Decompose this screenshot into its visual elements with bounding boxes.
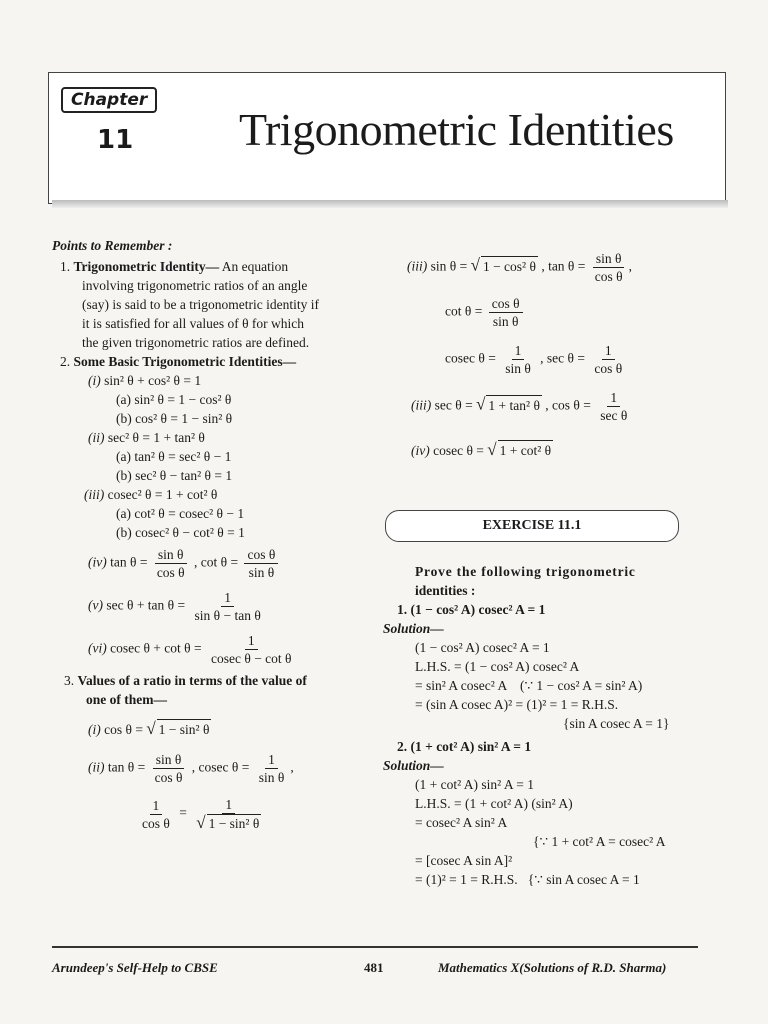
v-label: (v) bbox=[88, 597, 103, 613]
s2-line2: L.H.S. = (1 + cot² A) (sin² A) bbox=[415, 796, 573, 811]
p1-num: 1. bbox=[60, 259, 71, 274]
sqrt-symbol: √ bbox=[476, 394, 486, 414]
r-iii-label: (iii) bbox=[407, 258, 428, 274]
p1-line0: An equation bbox=[221, 259, 289, 274]
iv-frac2: $\frac{\text{cos θ}}{\text{sin θ}}$ bbox=[244, 546, 278, 581]
s1-line5: {sin A cosec A = 1} bbox=[563, 716, 670, 731]
solution-2-label: Solution— bbox=[383, 758, 444, 773]
r-iii-sin: sin θ = bbox=[430, 258, 468, 274]
p2-num: 2. bbox=[60, 354, 71, 369]
prove-line2: identities : bbox=[415, 583, 476, 598]
p3-head1: Values of a ratio in terms of the value of bbox=[77, 673, 307, 688]
r-cot: cot θ = bbox=[445, 303, 483, 319]
right-column bbox=[383, 250, 713, 460]
r-iii-rad: 1 − cos² θ bbox=[481, 256, 538, 276]
i-eq: sin² θ + cos² θ = 1 bbox=[104, 373, 202, 388]
p3-head2: one of them— bbox=[86, 692, 167, 707]
sqrt-symbol: √ bbox=[146, 719, 156, 738]
footer-left: Arundeep's Self-Help to CBSE bbox=[52, 960, 218, 975]
r-iv-label: (iv) bbox=[411, 443, 430, 458]
ii-label: (ii) bbox=[88, 430, 105, 445]
header-shadow bbox=[52, 200, 728, 208]
iii-b: (b) cosec² θ − cot² θ = 1 bbox=[116, 525, 245, 540]
c-ii-cosec: , cosec θ = bbox=[191, 759, 250, 775]
p1-head: Trigonometric Identity— bbox=[73, 259, 220, 274]
vi-frac: $\frac{1}{\text{cosec θ − cot θ}}$ bbox=[211, 633, 292, 666]
page-title: Trigonometric Identities bbox=[239, 104, 674, 155]
r-cosec: cosec θ = bbox=[445, 350, 496, 366]
c-i-lhs: cos θ = bbox=[104, 722, 143, 737]
r-cot-frac: $\frac{\text{cos θ}}{\text{sin θ}}$ bbox=[489, 295, 523, 330]
p1-line4: the given trigonometric ratios are defined. bbox=[82, 335, 310, 350]
s2-line4: {∵ 1 + cot² A = cosec² A bbox=[533, 834, 666, 849]
p1-line1: involving trigonometric ratios of an angle bbox=[82, 278, 308, 293]
points-heading: Points to Remember : bbox=[52, 238, 173, 253]
p1-line2: (say) is said to be a trigonometric identity if bbox=[82, 297, 319, 312]
r-cosec-frac: $\frac{1}{\text{sin θ}}$ bbox=[505, 343, 531, 376]
s1-line4: = (sin A cosec A)² = (1)² = 1 = R.H.S. bbox=[415, 697, 619, 712]
ii-eq: sec² θ = 1 + tan² θ bbox=[107, 430, 205, 445]
i-b: (b) cos² θ = 1 − sin² θ bbox=[116, 411, 233, 426]
s2-line6b: {∵ sin A cosec A = 1 bbox=[527, 872, 640, 887]
iv-frac1: $\frac{\text{sin θ}}{\text{cos θ}}$ bbox=[156, 547, 185, 580]
v-frac: $\frac{1}{\text{sin θ − tan θ}}$ bbox=[194, 590, 261, 623]
iii-eq: cosec² θ = 1 + cot² θ bbox=[107, 487, 218, 502]
solutions-column bbox=[383, 562, 713, 889]
p1-line3: it is satisfied for all values of θ for which bbox=[82, 316, 305, 331]
left-column bbox=[52, 236, 372, 832]
question-2: 2. (1 + cot² A) sin² A = 1 bbox=[397, 739, 532, 754]
r-iii-tan: , tan θ = bbox=[541, 258, 586, 274]
s1-line2: L.H.S. = (1 − cos² A) cosec² A bbox=[415, 659, 580, 674]
vi-lhs: cosec θ + cot θ = bbox=[110, 640, 202, 656]
r-iv-cosec: cosec θ = bbox=[433, 443, 484, 458]
footer-right: Mathematics X(Solutions of R.D. Sharma) bbox=[438, 960, 667, 975]
v-lhs: sec θ + tan θ = bbox=[106, 597, 186, 613]
c-ii-label: (ii) bbox=[88, 759, 105, 775]
r-iv-rad: 1 + cot² θ bbox=[498, 440, 554, 460]
ii-a: (a) tan² θ = sec² θ − 1 bbox=[116, 449, 232, 464]
solution-1-label: Solution— bbox=[383, 621, 444, 636]
s2-line6: = (1)² = 1 = R.H.S. bbox=[415, 872, 518, 887]
chapter-number: 11 bbox=[97, 125, 134, 155]
sqrt-symbol: √ bbox=[470, 255, 480, 275]
r-iii-frac: $\frac{\text{sin θ}}{\text{cos θ}}$ bbox=[594, 251, 623, 284]
question-1: 1. (1 − cos² A) cosec² A = 1 bbox=[397, 602, 546, 617]
p3-num: 3. bbox=[64, 673, 75, 688]
c-i-rad: 1 − sin² θ bbox=[157, 719, 212, 739]
iv-label: (iv) bbox=[88, 554, 107, 570]
ii-b: (b) sec² θ − tan² θ = 1 bbox=[116, 468, 233, 483]
iv-cot: , cot θ = bbox=[194, 554, 239, 570]
vi-label: (vi) bbox=[88, 640, 107, 656]
c-ii-comma: , bbox=[290, 759, 294, 775]
page-number: 481 bbox=[364, 960, 384, 975]
s1-line1: (1 − cos² A) cosec² A = 1 bbox=[415, 640, 550, 655]
p2-head: Some Basic Trigonometric Identities— bbox=[73, 354, 297, 369]
sqrt-symbol: √ bbox=[487, 440, 497, 459]
iii-a: (a) cot² θ = cosec² θ − 1 bbox=[116, 506, 245, 521]
prove-line1: Prove the following trigonometric bbox=[415, 564, 636, 579]
c-ii2-frac1: $\frac{1}{\text{cos θ}}$ bbox=[142, 797, 170, 831]
i-label: (i) bbox=[88, 373, 101, 388]
chapter-header bbox=[48, 72, 726, 204]
r-iii2-cos: , cos θ = bbox=[545, 397, 591, 413]
s2-line5: = [cosec A sin A]² bbox=[415, 853, 513, 868]
s2-line3: = cosec² A sin² A bbox=[415, 815, 508, 830]
exercise-heading: EXERCISE 11.1 bbox=[385, 510, 679, 542]
s2-line1: (1 + cot² A) sin² A = 1 bbox=[415, 777, 534, 792]
s1-line3: = sin² A cosec² A bbox=[415, 678, 507, 693]
c-ii-frac2: $\frac{1}{\text{sin θ}}$ bbox=[258, 752, 285, 785]
r-iii2-label: (iii) bbox=[411, 397, 432, 413]
r-iii2-rad: 1 + tan² θ bbox=[486, 395, 542, 415]
c-ii-tan: tan θ = bbox=[107, 759, 146, 775]
iii-label: (iii) bbox=[84, 487, 105, 502]
r-sec: , sec θ = bbox=[540, 350, 585, 366]
r-sec-frac: $\frac{1}{\text{cos θ}}$ bbox=[594, 343, 623, 376]
c-ii2-frac2: $\frac{1}{\text{√ 1 − sin² θ}}$ bbox=[196, 797, 260, 832]
i-a: (a) sin² θ = 1 − cos² θ bbox=[116, 392, 232, 407]
c-ii2-eq: = bbox=[179, 805, 187, 821]
iv-tan: tan θ = bbox=[110, 554, 148, 570]
chapter-label: Chapter bbox=[61, 87, 157, 113]
footer-rule bbox=[52, 946, 698, 948]
r-iii2-sec: sec θ = bbox=[434, 397, 473, 413]
c-ii-frac1: $\frac{\text{sin θ}}{\text{cos θ}}$ bbox=[154, 752, 183, 785]
c-i-label: (i) bbox=[88, 722, 101, 737]
r-iii2-frac: $\frac{1}{\text{sec θ}}$ bbox=[600, 390, 628, 423]
r-iii-comma: , bbox=[628, 258, 632, 274]
s1-line3b: (∵ 1 − cos² A = sin² A) bbox=[519, 678, 643, 693]
